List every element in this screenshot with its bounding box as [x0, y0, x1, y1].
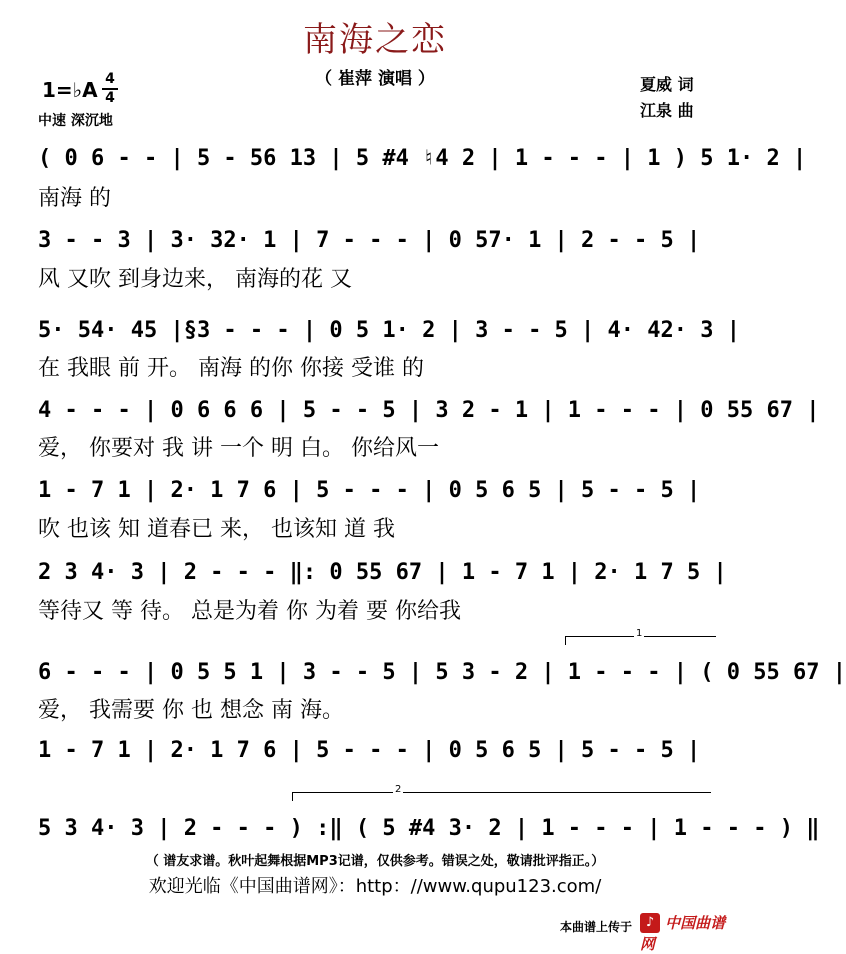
footer-note: （ 谱友求谱。秋叶起舞根据MP3记谱，仅供参考。错误之处，敬请批评指正。） — [145, 854, 605, 869]
lyrics-line-5: 吹 也该 知 道春已 来， 也该知 道 我 — [38, 517, 395, 542]
notation-line-9: 5 3 4· 3 | 2 - - - ) :‖ ( 5 #4 3· 2 | 1 - - - | 1 - - - ) ‖ — [38, 816, 820, 841]
second-ending-number: 2 — [395, 784, 402, 795]
notation-line-6: 2 3 4· 3 | 2 - - - ‖: 0 55 67 | 1 - 7 1 | 2· 1 7 5 | — [38, 560, 727, 585]
page-title: 南海之恋 — [303, 20, 447, 60]
notation-line-7: 6 - - - | 0 5 5 1 | 3 - - 5 | 5 3 - 2 | 1 - - - | ( 0 55 67 | — [38, 660, 846, 685]
notation-line-5: 1 - 7 1 | 2· 1 7 6 | 5 - - - | 0 5 6 5 | 5 - - 5 | — [38, 478, 701, 503]
lyrics-line-1: 南海 的 — [38, 186, 111, 211]
lyrics-line-7: 爱， 我需要 你 也 想念 南 海。 — [38, 698, 344, 723]
notation-line-2: 3 - - 3 | 3· 32· 1 | 7 - - - | 0 57· 1 | 2 - - 5 | — [38, 228, 701, 253]
first-ending-bracket — [565, 628, 716, 645]
lyrics-line-3: 在 我眼 前 开。 南海 的你 你接 受谁 的 — [38, 356, 424, 381]
lyricist-credit: 夏威 词 — [640, 75, 694, 94]
time-signature-top: 4 — [105, 71, 115, 87]
time-signature — [102, 72, 118, 106]
logo-text: 中国曲谱网 — [640, 914, 726, 953]
uploader-label: 本曲谱上传于 — [560, 920, 633, 934]
notation-line-4: 4 - - - | 0 6 6 6 | 5 - - 5 | 3 2 - 1 | 1 - - - | 0 55 67 | — [38, 398, 820, 423]
lyrics-line-6: 等待又 等 待。 总是为着 你 为着 要 你给我 — [38, 599, 461, 624]
second-ending-bracket — [292, 784, 711, 801]
lyrics-line-4: 爱， 你要对 我 讲 一个 明 白。 你给风一 — [38, 436, 439, 461]
lyrics-line-2: 风 又吹 到身边来， 南海的花 又 — [38, 267, 352, 292]
performer-line: （ 崔萍 演唱 ） — [315, 69, 435, 89]
first-ending-number: 1 — [636, 628, 643, 639]
key-signature: 1=♭A — [42, 78, 98, 102]
footer-site-link[interactable]: 欢迎光临《中国曲谱网》：http：//www.qupu123.com/ — [148, 876, 602, 897]
tempo-marking: 中速 深沉地 — [38, 113, 113, 129]
notation-line-8: 1 - 7 1 | 2· 1 7 6 | 5 - - - | 0 5 6 5 | 5 - - 5 | — [38, 738, 701, 763]
note-logo-icon: ♪ — [640, 913, 660, 933]
notation-line-3: 5· 54· 45 |§3 - - - | 0 5 1· 2 | 3 - - 5 | 4· 42· 3 | — [38, 318, 740, 343]
site-logo[interactable] — [640, 912, 740, 953]
time-signature-bottom: 4 — [105, 90, 115, 106]
composer-credit: 江泉 曲 — [640, 101, 694, 120]
notation-line-1: ( 0 6 - - | 5 - 56 13 | 5 #4 ♮4 2 | 1 - - - | 1 ) 5 1· 2 | — [38, 146, 807, 171]
